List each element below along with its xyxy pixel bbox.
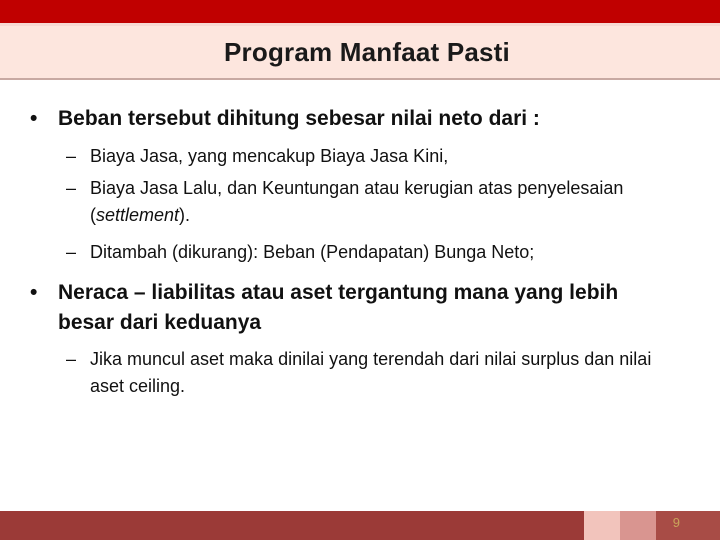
sub-bullet-italic-term: settlement (96, 205, 180, 225)
bullet-text: Neraca – liabilitas atau aset tergantung mana yang lebih besar dari keduanya (58, 281, 619, 334)
sub-bullet-text: Biaya Jasa, yang mencakup Biaya Jasa Kini, (90, 146, 449, 166)
sub-bullet-dash: – (66, 146, 77, 166)
title-band (0, 26, 720, 80)
bullet-dot: • (30, 107, 38, 130)
sub-bullet-dash: – (66, 349, 77, 369)
sub-bullet-text: Jika muncul aset maka dinilai yang terendah dari nilai surplus dan nilai aset ceiling. (90, 349, 652, 396)
page-number: 9 (672, 515, 680, 530)
bottom-bar-main (0, 511, 584, 540)
sub-bullet-text: Ditambah (dikurang): Beban (Pendapatan) Bunga Neto; (90, 242, 535, 262)
slide-title: Program Manfaat Pasti (224, 36, 510, 67)
sub-bullet-dash: – (66, 178, 77, 198)
bottom-accent-bar (0, 511, 720, 540)
bullet-text: Beban tersebut dihitung sebesar nilai neto dari : (58, 107, 540, 130)
bullet-dot: • (30, 281, 38, 304)
sub-bullet-dash: – (66, 242, 77, 262)
sub-bullet-text-part: Biaya Jasa Lalu, dan Keuntungan atau kerugian atas penyelesaian ( (90, 178, 624, 225)
sub-bullet-text-part: ). (179, 205, 191, 225)
bottom-bar-accent (656, 511, 720, 540)
sub-bullet-text (90, 175, 666, 229)
top-accent-bar (0, 0, 720, 23)
bottom-bar-accent (584, 511, 620, 540)
bottom-bar-accent (620, 511, 656, 540)
